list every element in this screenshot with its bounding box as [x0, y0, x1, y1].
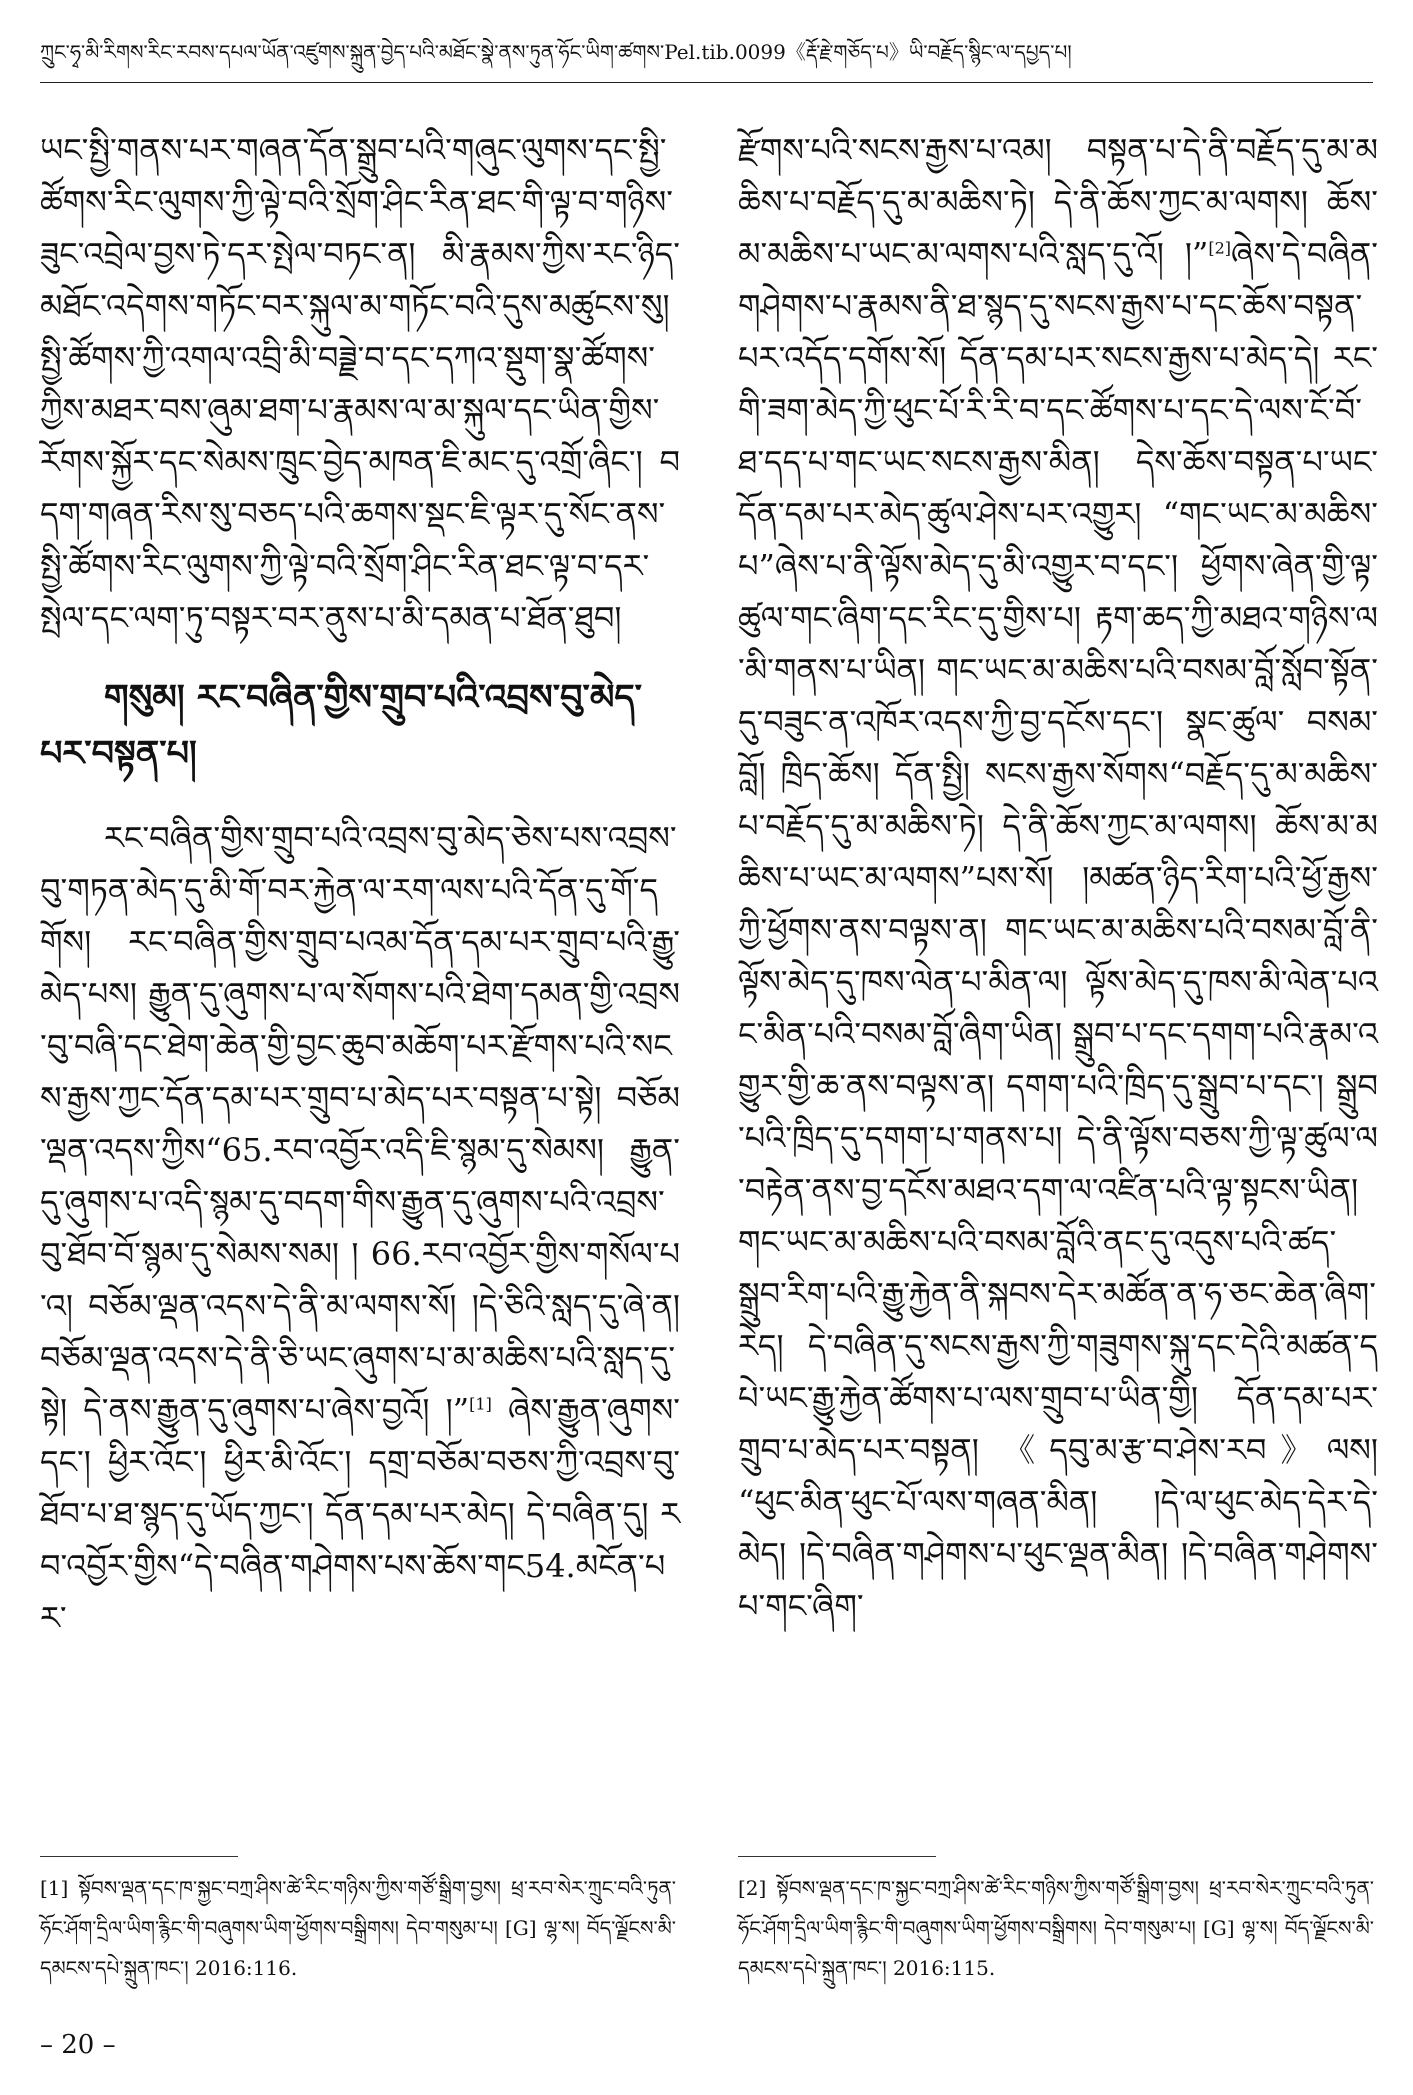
running-header: ཀྲུང་ཧྭ་མི་རིགས་རིང་རབས་དཔལ་ཡོན་འཛུགས་སྐྲུན་བྱེད་པའི་མཐོང་སྣེ་ནས་ཏུན་ཧོང་ཡིག་ཚགས་Pel.tib.0099《རྡོ་རྗེ་གཅོད་པ》ཡི་བརྗོད་སྙིང་ལ་དཔྱད་པ།	[40, 38, 1373, 83]
paragraph-text: ཞེས་དེ་བཞིན་གཤེགས་པ་རྣམས་ནི་ཐ་སྙད་དུ་སངས་རྒྱས་པ་དང་ཆོས་བསྟན་པར་འདོད་དགོས་སོ། དོན་དམ་པར་སངས་རྒྱས་པ་མེད་དེ། རང་གི་ཟག་མེད་ཀྱི་ཕུང་པོ་རི་རི་བ་དང་ཚོགས་པ་དང་དེ་ལས་ངོ་བོ་ཐ་དད་པ་གང་ཡང་སངས་རྒྱས་མིན། དེས་ཆོས་བསྟན་པ་ཡང་དོན་དམ་པར་མེད་ཚུལ་ཤེས་པར་འགྱུར། “གང་ཡང་མ་མཆིས་པ”ཞེས་པ་ནི་ལྟོས་མེད་དུ་མི་འགྱུར་བ་དང་། ཕྱོགས་ཞེན་གྱི་ལྟ་ཚུལ་གང་ཞིག་དང་རིང་དུ་གྱིས་པ། རྟག་ཆད་ཀྱི་མཐའ་གཉིས་ལ་མི་གནས་པ་ཡིན། གང་ཡང་མ་མཆིས་པའི་བསམ་བློ་སློབ་སྟོན་དུ་བཟུང་ན་འཁོར་འདས་ཀྱི་བྱ་དངོས་དང་། སྣང་ཚུལ་ བསམ་བློ། ཁྲིད་ཆོས། དོན་སྤྱི། སངས་རྒྱས་སོགས“བརྗོད་དུ་མ་མཆིས་པ་བརྗོད་དུ་མ་མཆིས་ཏེ། དེ་ནི་ཆོས་ཀྱང་མ་ལགས། ཆོས་མ་མཆིས་པ་ཡང་མ་ལགས”པས་སོ། །མཚན་ཉིད་རིག་པའི་ཕྱོ་རྒྱས་ཀྱི་ཕྱོགས་ནས་བལྟས་ན། གང་ཡང་མ་མཆིས་པའི་བསམ་བློ་ནི་ལྟོས་མེད་དུ་ཁས་ལེན་པ་མིན་ལ། ལྟོས་མེད་དུ་ཁས་མི་ལེན་པའང་མིན་པའི་བསམ་བློ་ཞིག་ཡིན། སྒྲུབ་པ་དང་དགག་པའི་རྣམ་འགྱུར་གྱི་ཆ་ནས་བལྟས་ན། དགག་པའི་ཁྲིད་དུ་སྒྲུབ་པ་དང་། སྒྲུབ་པའི་ཁྲིད་དུ་དགག་པ་གནས་པ། དེ་ནི་ལྟོས་བཅས་ཀྱི་ལྟ་ཚུལ་ལ་བརྟེན་ནས་བྱ་དངོས་མཐའ་དག་ལ་འཛིན་པའི་ལྟ་སྟངས་ཡིན། གང་ཡང་མ་མཆིས་པའི་བསམ་བློའི་ནང་དུ་འདུས་པའི་ཚད་སྒྲུབ་རིག་པའི་རྒྱུ་རྐྱེན་ནི་སྐབས་དེར་མཚོན་ན་ཧ་ཅང་ཆེན་ཞིག་རེད། དེ་བཞིན་དུ་སངས་རྒྱས་ཀྱི་གཟུགས་སྐུ་དང་དེའི་མཚན་དཔེ་ཡང་རྒྱུ་རྐྱེན་ཚོགས་པ་ལས་གྲུབ་པ་ཡིན་གྱི། དོན་དམ་པར་གྲུབ་པ་མེད་པར་བསྟན། 《དབུ་མ་རྩ་བ་ཤེས་རབ》ལས། “ཕུང་མིན་ཕུང་པོ་ལས་གཞན་མིན། །དེ་ལ་ཕུང་མེད་དེར་དེ་མེད། །དེ་བཞིན་གཤེགས་པ་ཕུང་ལྡན་མིན། །དེ་བཞིན་གཤེགས་པ་གང་ཞིག་	[738, 235, 1378, 1625]
footnote-1: [1] སྟོབས་ལྡན་དང་ཁ་སྐྱང་བཀྲ་ཤིས་ཚེ་རིང་གཉིས་ཀྱིས་གཙོ་སྒྲིག་བྱས། ཕྲ་རབ་སེར་ཀྲུང་བའི་ཏུན་ཧོང་ཤོག་དྲིལ་ཡིག་རྙིང་གི་བཞུགས་ཡིག་ཕྱོགས་བསྒྲིགས། དེབ་གསུམ་པ། [G] ལྷ་ས། བོད་ལྗོངས་མི་དམངས་དཔེ་སྐྲུན་ཁང་། 2016:116.	[40, 1876, 676, 1980]
section-heading: གསུམ། རང་བཞིན་གྱིས་གྲུབ་པའི་འབྲས་བུ་མེད་པར་བསྟན་པ།	[40, 677, 643, 774]
body-paragraph	[40, 812, 680, 1644]
left-column	[40, 124, 680, 1644]
footnote-divider	[40, 1856, 238, 1857]
footnote-2: [2] སྟོབས་ལྡན་དང་ཁ་སྐྱང་བཀྲ་ཤིས་ཚེ་རིང་གཉིས་ཀྱིས་གཙོ་སྒྲིག་བྱས། ཕྲ་རབ་སེར་ཀྲུང་བའི་ཏུན་ཧོང་ཤོག་དྲིལ་ཡིག་རྙིང་གི་བཞུགས་ཡིག་ཕྱོགས་བསྒྲིགས། དེབ་གསུམ་པ། [G] ལྷ་ས། བོད་ལྗོངས་མི་དམངས་དཔེ་སྐྲུན་ཁང་། 2016:115.	[738, 1876, 1374, 1980]
page-number: – 20 –	[40, 2030, 116, 2060]
body-paragraph	[738, 124, 1378, 1632]
right-column	[738, 124, 1378, 1632]
paragraph-text: རྫོགས་པའི་སངས་རྒྱས་པ་འམ། བསྟན་པ་དེ་ནི་བརྗོད་དུ་མ་མཆིས་པ་བརྗོད་དུ་མ་མཆིས་ཏེ། དེ་ནི་ཆོས་ཀྱང་མ་ལགས། ཆོས་མ་མཆིས་པ་ཡང་མ་ལགས་པའི་སླད་དུ་འོ། །”	[738, 131, 1378, 273]
paragraph-text: ཞེས་རྒྱུན་ཞུགས་དང་། ཕྱིར་འོང་། ཕྱིར་མི་འོང་། དགྲ་བཅོམ་བཅས་ཀྱི་འབྲས་བུ་ཐོབ་པ་ཐ་སྙད་དུ་ཡོད་ཀྱང་། དོན་དམ་པར་མེད། དེ་བཞིན་དུ། རབ་འབྱོར་གྱིས“དེ་བཞིན་གཤེགས་པས་ཆོས་གང54.མངོན་པར་	[40, 1391, 680, 1637]
body-paragraph: ཡང་སྤྱི་གནས་པར་གཞན་དོན་སྒྲུབ་པའི་གཞུང་ལུགས་དང་སྤྱི་ཚོགས་རིང་ལུགས་ཀྱི་ལྟེ་བའི་སྲོག་ཤིང་རིན་ཐང་གི་ལྟ་བ་གཉིས་ཟུང་འབྲེལ་བྱས་ཏེ་དར་སྤེལ་བཏང་ན། མི་རྣམས་ཀྱིས་རང་ཉིད་མཐོང་འདེགས་གཏོང་བར་སྐུལ་མ་གཏོང་བའི་དུས་མཚུངས་སུ། སྤྱི་ཚོགས་ཀྱི་འགལ་འབྲི་མི་བཟྗེ་བ་དང་དཀའ་སྡུག་སྣ་ཚོགས་ཀྱིས་མཐར་བས་ཞུམ་ཐག་པ་རྣམས་ལ་མ་སྐུལ་དང་ཡིན་གྱིས་རོགས་སྐྱོར་དང་སེམས་ཁྲུང་བྱེད་མཁན་ཇི་མང་དུ་འགྲོ་ཞིང་། བདག་གཞན་རིས་སུ་བཅད་པའི་ཆགས་སྡང་ཇི་ལྟར་དུ་སོང་ནས་སྤྱི་ཚོགས་རིང་ལུགས་ཀྱི་ལྟེ་བའི་སྲོག་ཤིང་རིན་ཐང་ལྟ་བ་དར་སྤེལ་དང་ལག་ཏུ་བསྟར་བར་ནུས་པ་མི་དམན་པ་ཐོན་ཐུབ།	[40, 131, 680, 637]
footnote-divider	[738, 1856, 936, 1857]
footnote-ref-2[interactable]: [2]	[1208, 238, 1232, 258]
footnote-ref-1[interactable]: [1]	[469, 1394, 492, 1414]
paragraph-text: རང་བཞིན་གྱིས་གྲུབ་པའི་འབྲས་བུ་མེད་ཅེས་པས་འབྲས་བུ་གཏན་མེད་དུ་མི་གོ་བར་རྐྱེན་ལ་རག་ལས་པའི་དོན་དུ་གོ་དགོས། རང་བཞིན་གྱིས་གྲུབ་པའམ་དོན་དམ་པར་གྲུབ་པའི་རྒྱུ་མེད་པས། རྒྱུན་དུ་ཞུགས་པ་ལ་སོགས་པའི་ཐེག་དམན་གྱི་འབྲས་བུ་བཞི་དང་ཐེག་ཆེན་གྱི་བྱང་ཆུབ་མཆོག་པར་རྫོགས་པའི་སངས་རྒྱས་ཀྱང་དོན་དམ་པར་གྲུབ་པ་མེད་པར་བསྟན་པ་སྟེ། བཅོམ་ལྡན་འདས་ཀྱིས“65.རབ་འབྱོར་འདི་ཇི་སྙམ་དུ་སེམས། རྒྱུན་དུ་ཞུགས་པ་འདི་སྙམ་དུ་བདག་གིས་རྒྱུན་དུ་ཞུགས་པའི་འབྲས་བུ་ཐོབ་བོ་སྙམ་དུ་སེམས་སམ། ། 66.རབ་འབྱོར་གྱིས་གསོལ་པ་འ། བཅོམ་ལྡན་འདས་དེ་ནི་མ་ལགས་སོ། །དེ་ཅིའི་སླད་དུ་ཞེ་ན། བཅོམ་ལྡན་འདས་དེ་ནི་ཅི་ཡང་ཞུགས་པ་མ་མཆིས་པའི་སླད་དུ་སྟེ། དེ་ནས་རྒྱུན་དུ་ཞུགས་པ་ཞེས་བྱའོ། །”	[40, 819, 680, 1429]
